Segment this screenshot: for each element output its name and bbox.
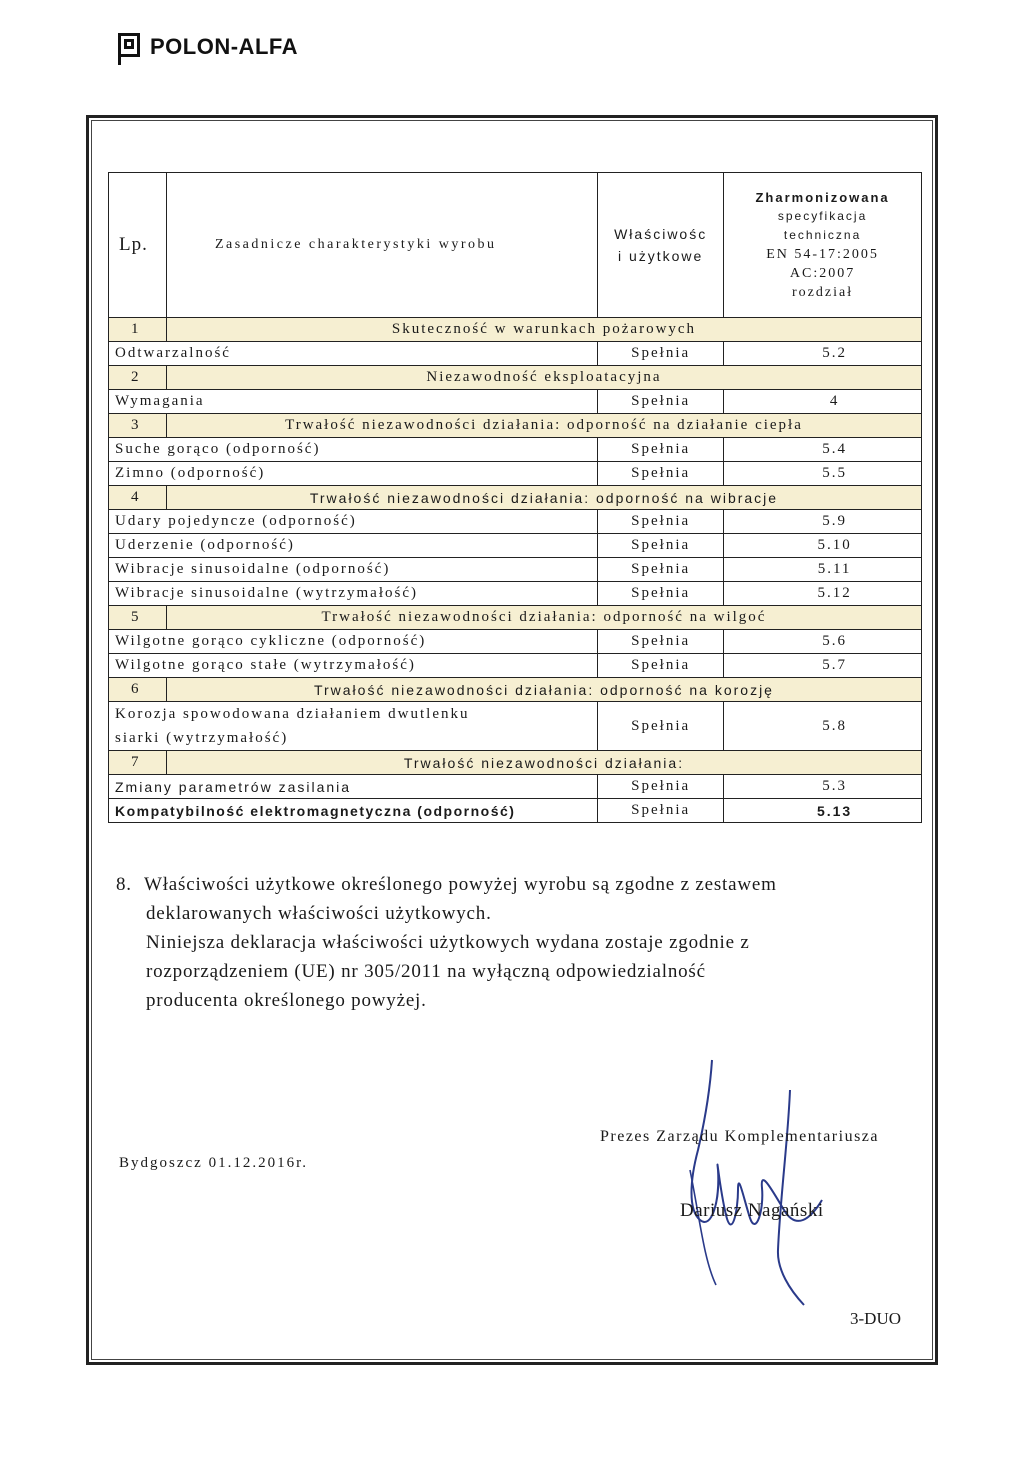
table-row <box>109 630 922 654</box>
signer-role: Prezes Zarządu Komplementariusza <box>600 1128 880 1145</box>
performance-value: Spełnia <box>598 630 724 654</box>
header-spec-line6: rozdział <box>792 285 854 300</box>
characteristic-name: Wilgotne gorąco stałe (wytrzymałość) <box>109 654 598 678</box>
header-lp: Lp. <box>109 173 167 318</box>
declaration-line5: producenta określonego powyżej. <box>146 990 427 1011</box>
signer-name: Dariusz Nagański <box>680 1200 824 1221</box>
characteristics-table <box>108 172 922 823</box>
section-row <box>109 678 922 702</box>
section-row <box>109 318 922 342</box>
performance-value: Spełnia <box>598 462 724 486</box>
table-row <box>109 390 922 414</box>
section-title: Trwałość niezawodności działania: odporność na wibracje <box>166 486 921 510</box>
declaration-line4: rozporządzeniem (UE) nr 305/2011 na wyłączną odpowiedzialność <box>146 961 706 982</box>
spec-reference: 5.11 <box>724 558 922 582</box>
spec-reference: 5.5 <box>724 462 922 486</box>
spec-reference: 5.7 <box>724 654 922 678</box>
characteristic-name: Kompatybilność elektromagnetyczna (odporność) <box>109 799 598 823</box>
characteristic-name: Suche gorąco (odporność) <box>109 438 598 462</box>
characteristic-name <box>109 702 598 751</box>
performance-value: Spełnia <box>598 534 724 558</box>
spec-reference: 5.8 <box>724 702 922 751</box>
section-title: Trwałość niezawodności działania: odporność na korozję <box>166 678 921 702</box>
spec-reference: 4 <box>724 390 922 414</box>
table-row <box>109 438 922 462</box>
section-number: 1 <box>109 318 167 342</box>
section-number: 6 <box>109 678 167 702</box>
declaration-line2: deklarowanych właściwości użytkowych. <box>146 903 492 924</box>
table-row <box>109 582 922 606</box>
table-header-row <box>109 173 922 318</box>
header-performance <box>598 173 724 318</box>
section-title: Trwałość niezawodności działania: odporność na wilgoć <box>166 606 921 630</box>
performance-value: Spełnia <box>598 702 724 751</box>
header-spec-line5: AC:2007 <box>789 266 856 281</box>
characteristic-name: Wibracje sinusoidalne (odporność) <box>109 558 598 582</box>
declaration-text <box>116 870 906 1015</box>
performance-value: Spełnia <box>598 390 724 414</box>
section-number: 3 <box>109 414 167 438</box>
logo-mark-icon <box>118 33 144 61</box>
characteristic-name-line2: siarki (wytrzymałość) <box>115 730 289 746</box>
section-title: Skuteczność w warunkach pożarowych <box>166 318 921 342</box>
characteristic-name: Odtwarzalność <box>109 342 598 366</box>
header-spec-line2: specyfikacja <box>777 209 868 223</box>
characteristic-name: Wibracje sinusoidalne (wytrzymałość) <box>109 582 598 606</box>
spec-reference: 5.13 <box>724 799 922 823</box>
declaration-line <box>116 870 906 899</box>
table-row <box>109 462 922 486</box>
header-characteristics: Zasadnicze charakterystyki wyrobu <box>166 173 597 318</box>
document-id: 3-DUO <box>850 1309 901 1328</box>
header-spec-line3: techniczna <box>783 228 862 242</box>
section-row <box>109 366 922 390</box>
section-row <box>109 414 922 438</box>
characteristic-name: Wymagania <box>109 390 598 414</box>
declaration-line1: Właściwości użytkowe określonego powyżej wyrobu są zgodne z zestawem <box>144 874 777 895</box>
spec-reference: 5.4 <box>724 438 922 462</box>
header-spec <box>724 173 922 318</box>
table-row <box>109 799 922 823</box>
section-number: 4 <box>109 486 167 510</box>
section-title: Trwałość niezawodności działania: odporność na działanie ciepła <box>166 414 921 438</box>
performance-value: Spełnia <box>598 775 724 799</box>
header-spec-line4: EN 54-17:2005 <box>766 247 879 262</box>
section-title: Niezawodność eksploatacyjna <box>166 366 921 390</box>
characteristic-name-line1: Korozja spowodowana działaniem dwutlenku <box>115 706 470 722</box>
header-performance-line2: i użytkowe <box>617 248 704 264</box>
table-row <box>109 510 922 534</box>
declaration-line3: Niniejsza deklaracja właściwości użytkowych wydana zostaje zgodnie z <box>146 932 750 953</box>
header-spec-line1: Zharmonizowana <box>755 190 890 205</box>
table-row <box>109 558 922 582</box>
spec-reference: 5.12 <box>724 582 922 606</box>
table-row <box>109 654 922 678</box>
performance-value: Spełnia <box>598 582 724 606</box>
section-number: 5 <box>109 606 167 630</box>
section-row <box>109 486 922 510</box>
section-row <box>109 606 922 630</box>
section-row <box>109 751 922 775</box>
performance-value: Spełnia <box>598 342 724 366</box>
performance-value: Spełnia <box>598 438 724 462</box>
characteristic-name: Zimno (odporność) <box>109 462 598 486</box>
performance-value: Spełnia <box>598 799 724 823</box>
handwritten-signature <box>660 1050 840 1310</box>
spec-reference: 5.9 <box>724 510 922 534</box>
performance-value: Spełnia <box>598 654 724 678</box>
performance-value: Spełnia <box>598 558 724 582</box>
header-performance-line1: Właściwośc <box>614 226 708 242</box>
table-row <box>109 775 922 799</box>
performance-value: Spełnia <box>598 510 724 534</box>
spec-reference: 5.3 <box>724 775 922 799</box>
spec-reference: 5.2 <box>724 342 922 366</box>
characteristic-name: Udary pojedyncze (odporność) <box>109 510 598 534</box>
logo-text: POLON-ALFA <box>150 34 298 59</box>
section-title: Trwałość niezawodności działania: <box>166 751 921 775</box>
place-date: Bydgoszcz 01.12.2016r. <box>119 1155 308 1171</box>
characteristic-name: Uderzenie (odporność) <box>109 534 598 558</box>
table-row <box>109 702 922 751</box>
section-number: 2 <box>109 366 167 390</box>
company-logo <box>118 30 298 64</box>
spec-reference: 5.6 <box>724 630 922 654</box>
spec-reference: 5.10 <box>724 534 922 558</box>
characteristic-name: Wilgotne gorąco cykliczne (odporność) <box>109 630 598 654</box>
section-number: 7 <box>109 751 167 775</box>
declaration-number: 8. <box>116 874 132 895</box>
characteristic-name: Zmiany parametrów zasilania <box>109 775 598 799</box>
table-row <box>109 342 922 366</box>
table-row <box>109 534 922 558</box>
